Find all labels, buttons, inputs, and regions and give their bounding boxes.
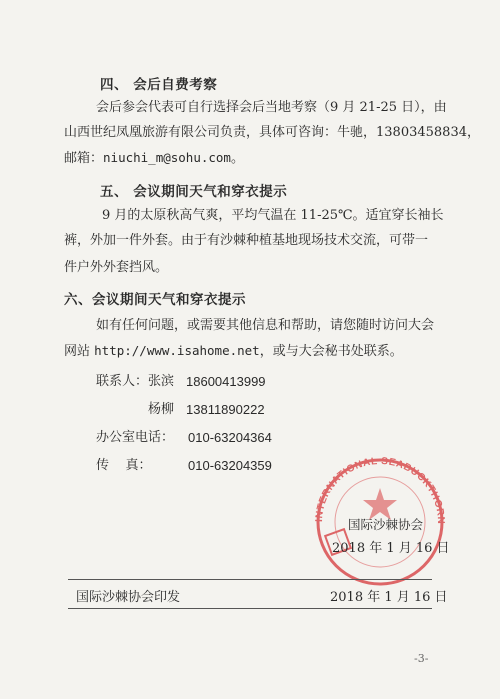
section-5-line-1: 9 月的太原秋高气爽，平均气温在 11-25℃。适宜穿长袖长 [102,208,444,223]
email-suffix: 。 [230,151,244,166]
website-url: http://www.isahome.net [94,343,260,358]
website-prefix: 网站 [64,344,95,359]
section-4-title: 四、 会后自费考察 [100,77,218,93]
fax-label: 传 真： [96,458,152,473]
section-6-line-1: 如有任何问题，或需要其他信息和帮助，请您随时访问大会 [96,318,435,333]
section-4-line-1: 会后参会代表可自行选择会后当地考察（9 月 21-25 日），由 [96,100,447,115]
section-4-line-2: 山西世纪凤凰旅游有限公司负责，具体可咨询：牛驰，13803458834， [64,125,480,140]
section-5-title: 五、 会议期间天气和穿衣提示 [100,184,288,200]
contact-name-2: 杨柳 [148,402,175,417]
section-6-title: 六、会议期间天气和穿衣提示 [64,292,246,308]
office-phone: 010-63204364 [188,430,272,445]
section-5-line-2: 裤，外加一件外套。由于有沙棘种植基地现场技术交流，可带一 [64,233,429,248]
website-suffix: ，或与大会秘书处联系。 [259,344,403,359]
section-6-line-2 [64,339,403,363]
section-4-line-3 [64,146,244,170]
contact-email: niuchi_m@sohu.com [103,150,231,165]
fax-number: 010-63204359 [188,458,272,473]
page-number: -3- [414,652,429,665]
contact-label: 联系人： [96,374,149,389]
contact-phone-1: 18600413999 [186,374,266,389]
office-phone-label: 办公室电话： [96,430,175,445]
footer-date: 2018 年 1 月 16 日 [330,590,448,605]
signature-date: 2018 年 1 月 16 日 [332,541,450,556]
contact-phone-2: 13811890222 [186,402,265,417]
signature-org: 国际沙棘协会 [348,517,424,532]
footer-bottom-rule [68,608,432,609]
seal-outer-text: INTERNATIONAL SEABUCKTHORN ASSOCIATION [295,450,447,525]
footer-top-rule [68,579,432,580]
email-prefix: 邮箱： [64,151,104,166]
section-5-line-3: 件户外外套挡风。 [64,260,169,275]
footer-org: 国际沙棘协会印发 [76,590,181,605]
contact-name-1: 张滨 [148,374,175,389]
